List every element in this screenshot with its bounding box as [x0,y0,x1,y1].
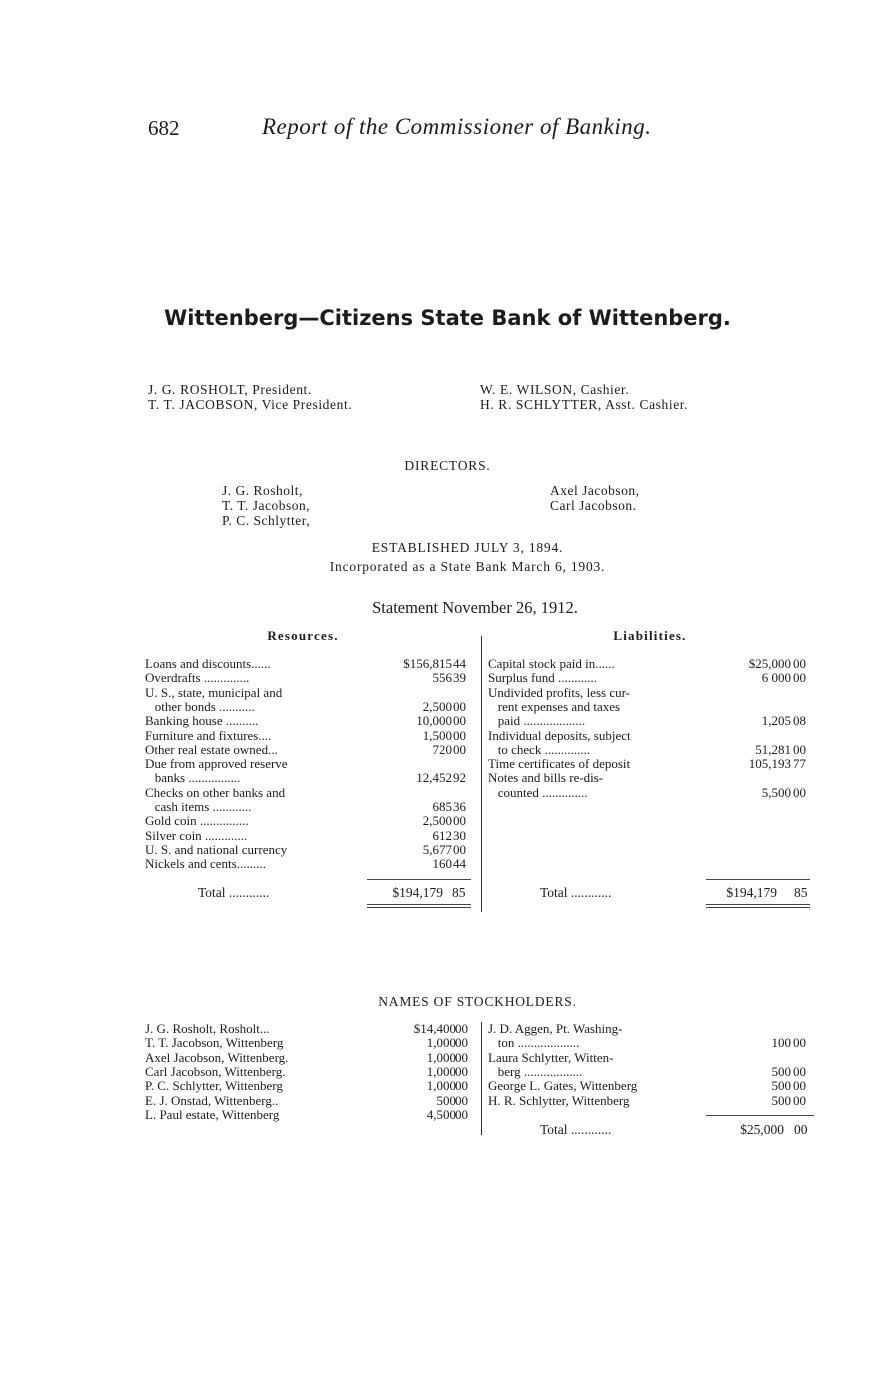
ledger-row [145,1065,475,1079]
ledger-cents: 00 [453,713,466,729]
ledger-cents: 44 [453,656,466,671]
ledger-label: Checks on other banks and [145,784,286,800]
ledger-label: rent expenses and taxes [488,698,621,714]
ledger-cents: 00 [453,698,466,714]
stockholders-total-rule [706,1115,814,1116]
total-label: Total ............ [198,885,270,900]
ledger-amount: 5,500 [761,784,791,800]
ledger-row [145,1036,475,1050]
ledger-label: paid ................... [488,713,586,729]
ledger-label: J. G. Rosholt, Rosholt... [145,1021,270,1036]
ledger-row [145,1094,475,1108]
ledger-label: Surplus fund ............ [488,670,598,686]
ledger-cents: 36 [453,799,466,814]
ledger-label: other bonds ........... [145,698,255,714]
ledger-label: Individual deposits, subject [488,727,631,743]
ledger-label: Furniture and fixtures.... [145,727,272,743]
total-amount: $194,179 [726,885,777,900]
ledger-row [488,786,813,800]
ledger-label: Loans and discounts...... [145,656,271,671]
ledger-label: Gold coin ............... [145,813,249,829]
ledger-amount: 500 [771,1063,791,1079]
ledger-row [488,1094,813,1108]
ledger-amount: 685 [432,799,452,814]
stockholders-heading: NAMES OF STOCKHOLDERS. [378,994,577,1009]
officer-cashier: W. E. WILSON, Cashier. [480,382,630,397]
ledger-cents: 39 [453,670,466,686]
ledger-label: L. Paul estate, Wittenberg [145,1106,280,1122]
ledger-row [488,757,813,771]
ledger-amount: 612 [432,827,452,843]
ledger-cents: 00 [455,1035,468,1051]
total-cents: 85 [794,885,808,900]
established-date: ESTABLISHED JULY 3, 1894. [371,540,564,555]
ledger-row [488,771,813,785]
resources-total-row [198,886,473,900]
officer-president: J. G. ROSHOLT, President. [148,382,312,397]
ledger-cents: 30 [453,827,466,843]
ledger-label: ton ................... [488,1035,580,1051]
ledger-amount: 500 [436,1092,456,1108]
ledger-label: cash items ............ [145,799,252,814]
resources-heading: Resources. [267,628,339,643]
ledger-row [488,700,813,714]
ledger-amount: 1,000 [426,1078,456,1094]
total-amount: $25,000 [740,1122,784,1137]
ledger-amount: 51,281 [755,741,791,757]
ledger-row [488,1036,813,1050]
director-name: T. T. Jacobson, [222,498,311,513]
ledger-amount: 10,000 [416,713,452,729]
ledger-row [145,729,473,743]
ledger-amount: 720 [432,741,452,757]
ledger-cents: 00 [793,656,806,671]
liabilities-total-row [540,886,815,900]
ledger-label: Capital stock paid in...... [488,656,615,671]
stockholders-total-row [540,1123,820,1137]
ledger-row [488,1079,813,1093]
officer-asst-cashier: H. R. SCHLYTTER, Asst. Cashier. [480,397,689,412]
page-number: 682 [148,116,180,140]
ledger-row [488,1065,813,1079]
ledger-cents: 44 [453,856,466,872]
ledger-cents: 00 [455,1078,468,1094]
ledger-amount: 556 [432,670,452,686]
ledger-amount: 2,500 [422,813,452,829]
director-name: Axel Jacobson, [550,483,640,498]
ledger-row [145,1079,475,1093]
ledger-label: berg .................. [488,1063,583,1079]
ledger-label: Carl Jacobson, Wittenberg. [145,1063,286,1079]
ledger-amount: $14,400 [413,1021,456,1036]
liabilities-heading: Liabilities. [613,628,687,643]
ledger-label: Due from approved reserve [145,756,288,772]
ledger-amount: 500 [771,1078,791,1094]
ledger-cents: 00 [793,741,806,757]
ledger-row [145,771,473,785]
ledger-row [145,857,473,871]
ledger-row [145,786,473,800]
ledger-row [145,814,473,828]
ledger-label: Overdrafts .............. [145,670,250,686]
ledger-label: U. S., state, municipal and [145,684,283,700]
ledger-row [488,1051,813,1065]
ledger-cents: 00 [793,1035,806,1051]
ledger-cents: 00 [453,741,466,757]
ledger-amount: $156,815 [403,656,452,671]
ledger-label: Notes and bills re-dis- [488,770,604,786]
ledger-amount: 100 [771,1035,791,1051]
ledger-row [488,714,813,728]
resources-double-rule [367,904,471,905]
director-name: J. G. Rosholt, [222,483,303,498]
ledger-cents: 00 [793,1063,806,1079]
ledger-row [145,1108,475,1122]
ledger-row [145,800,473,814]
ledger-label: Undivided profits, less cur- [488,684,630,700]
ledger-cents: 00 [455,1092,468,1108]
ledger-row [145,657,473,671]
ledger-label: banks ................ [145,770,241,786]
ledger-row [145,1022,475,1036]
ledger-cents: 00 [793,670,806,686]
ledger-amount: 6 000 [761,670,791,686]
ledger-row [145,743,473,757]
total-label: Total ............ [540,1122,612,1137]
ledger-cents: 00 [793,1092,806,1108]
ledger-amount: 4,500 [426,1106,456,1122]
officer-vice-president: T. T. JACOBSON, Vice President. [148,397,353,412]
ledger-amount: 5,677 [422,841,452,857]
ledger-cents: 00 [793,1078,806,1094]
ledger-label: E. J. Onstad, Wittenberg.. [145,1092,279,1108]
ledger-row [145,829,473,843]
statement-title: Statement November 26, 1912. [372,598,578,617]
ledger-amount: 1,000 [426,1063,456,1079]
ledger-label: P. C. Schlytter, Wittenberg [145,1078,283,1094]
ledger-row [145,671,473,685]
ledger-label: Axel Jacobson, Wittenberg. [145,1049,289,1065]
ledger-row [145,686,473,700]
ledger-amount: 500 [771,1092,791,1108]
liabilities-double-rule [706,907,810,908]
ledger-label: U. S. and national currency [145,841,288,857]
ledger-label: Time certificates of deposit [488,756,631,772]
ledger-label: J. D. Aggen, Pt. Washing- [488,1021,623,1036]
ledger-cents: 77 [793,756,806,772]
ledger-label: H. R. Schlytter, Wittenberg [488,1092,630,1108]
ledger-label: Banking house .......... [145,713,259,729]
ledger-amount: 105,193 [748,756,791,772]
total-label: Total ............ [540,885,612,900]
ledger-cents: 08 [793,713,806,729]
ledger-label: to check .............. [488,741,591,757]
total-cents: 00 [794,1122,808,1137]
ledger-row [488,743,813,757]
ledger-amount: 160 [432,856,452,872]
ledger-row [488,671,813,685]
ledger-row [488,686,813,700]
ledger-cents: 00 [453,727,466,743]
ledger-label: T. T. Jacobson, Wittenberg [145,1035,284,1051]
ledger-amount: 1,000 [426,1035,456,1051]
ledger-label: counted .............. [488,784,588,800]
ledger-cents: 00 [455,1063,468,1079]
ledger-label: Other real estate owned... [145,741,278,757]
running-title: Report of the Commissioner of Banking. [262,114,652,139]
ledger-amount: 12,452 [416,770,452,786]
bank-title: Wittenberg—Citizens State Bank of Wittenberg. [164,306,731,330]
ledger-cents: 00 [455,1021,468,1036]
ledger-row [488,657,813,671]
ledger-label: Nickels and cents......... [145,856,266,872]
ledger-row [488,729,813,743]
liabilities-total-rule [706,879,810,880]
ledger-cents: 00 [455,1106,468,1122]
incorporated-date: Incorporated as a State Bank March 6, 1903. [329,559,606,574]
ledger-amount: 1,000 [426,1049,456,1065]
ledger-row [145,700,473,714]
ledger-label: George L. Gates, Wittenberg [488,1078,638,1094]
ledger-amount: $25,000 [748,656,791,671]
ledger-amount: 1,500 [422,727,452,743]
resources-double-rule [367,907,471,908]
ledger-label: Silver coin ............. [145,827,248,843]
ledger-label: Laura Schlytter, Witten- [488,1049,614,1065]
director-name: Carl Jacobson. [550,498,637,513]
liabilities-double-rule [706,904,810,905]
ledger-row [145,843,473,857]
ledger-row [145,1051,475,1065]
ledger-row [145,714,473,728]
total-amount: $194,179 [392,885,443,900]
ledger-cents: 00 [453,841,466,857]
ledger-cents: 00 [793,784,806,800]
ledger-cents: 00 [453,813,466,829]
ledger-row [488,1022,813,1036]
ledger-amount: 1,205 [761,713,791,729]
total-cents: 85 [452,885,466,900]
statement-divider [481,636,482,912]
stockholders-divider [481,1022,482,1135]
ledger-amount: 2,500 [422,698,452,714]
ledger-row [145,757,473,771]
resources-total-rule [367,879,471,880]
ledger-cents: 92 [453,770,466,786]
directors-heading: DIRECTORS. [404,458,491,473]
ledger-cents: 00 [455,1049,468,1065]
director-name: P. C. Schlytter, [222,513,311,528]
